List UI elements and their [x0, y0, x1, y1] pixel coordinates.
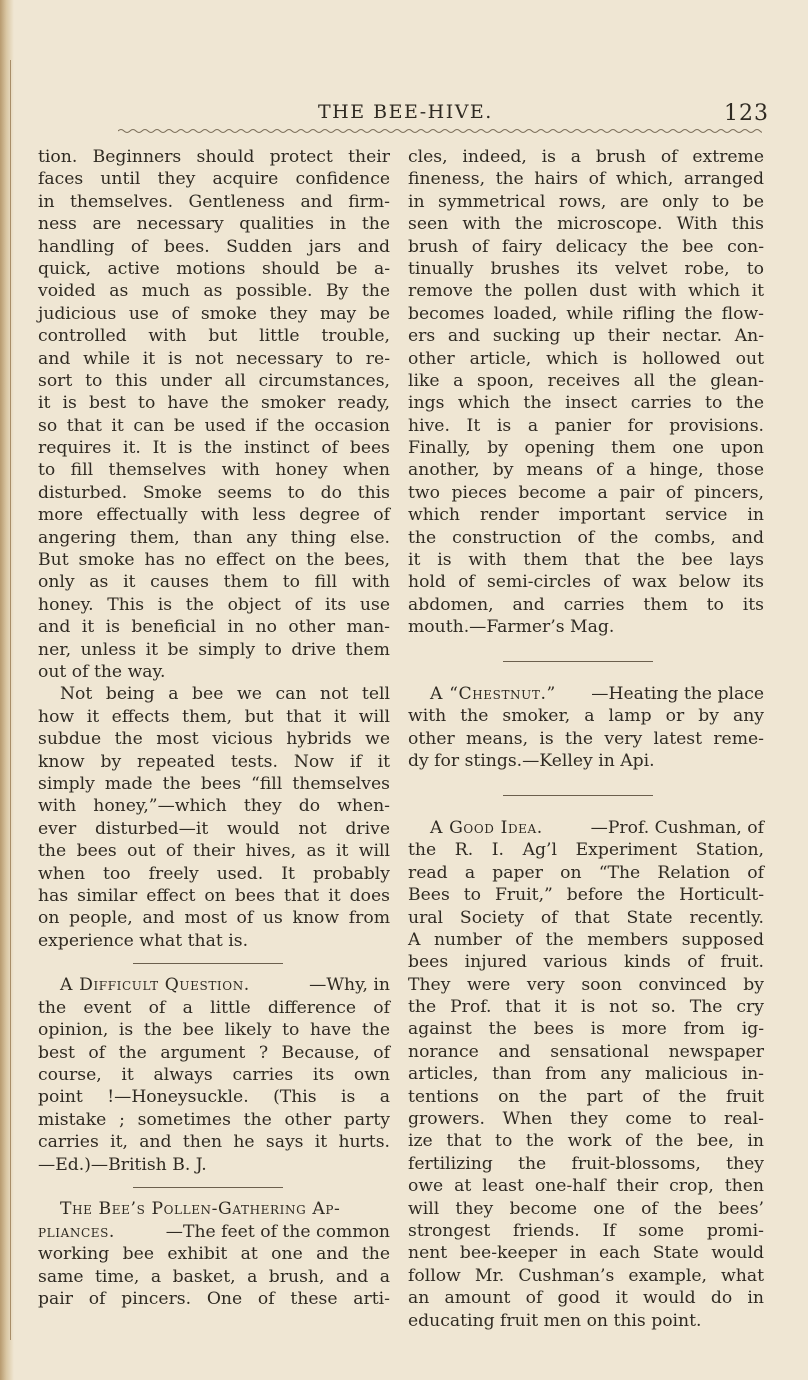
text-line	[408, 504, 764, 526]
text-line	[408, 348, 764, 370]
binding-line	[10, 60, 11, 1340]
line-text: ize that to the work of the bee, in	[408, 1131, 764, 1152]
text-line	[38, 1019, 390, 1041]
line-text: fineness, the hairs of which, arranged	[408, 169, 764, 190]
line-text: with honey,”—which they do when-	[38, 796, 390, 817]
text-line	[38, 818, 390, 840]
line-text: —Why, in	[309, 975, 390, 996]
text-line	[38, 639, 390, 661]
line-text: seen with the microscope. With this	[408, 214, 764, 235]
header-wavy-rule	[118, 126, 762, 136]
left-column	[38, 146, 390, 1310]
line-text: in symmetrical rows, are only to be	[408, 191, 764, 212]
line-text: pair of pincers. One of these arti-	[38, 1288, 390, 1309]
text-line	[38, 370, 390, 392]
section-divider	[38, 1176, 390, 1198]
text-line	[38, 1064, 390, 1086]
text-line	[38, 549, 390, 571]
text-line	[408, 1041, 764, 1063]
text-line	[408, 571, 764, 593]
text-line	[38, 459, 390, 481]
line-text: ever disturbed—it would not drive	[38, 818, 390, 839]
line-text: opinion, is the bee likely to have the	[38, 1020, 390, 1041]
line-text: other means, is the very latest reme-	[408, 728, 764, 749]
line-text: ers and sucking up their nectar. An-	[408, 326, 764, 347]
line-text: cles, indeed, is a brush of extreme	[408, 147, 764, 167]
text-line	[38, 258, 390, 280]
text-line	[408, 370, 764, 392]
line-text: mistake ; sometimes the other party	[38, 1109, 390, 1130]
line-text: controlled with but little trouble,	[38, 326, 390, 347]
text-line	[38, 168, 390, 190]
line-text: simply made the bees “fill themselves	[38, 773, 390, 794]
text-line	[408, 1287, 764, 1309]
text-line	[38, 236, 390, 258]
line-text: tion. Beginners should protect their	[38, 147, 390, 167]
line-text: best of the argument ? Because, of	[38, 1042, 390, 1063]
text-line	[38, 213, 390, 235]
text-line	[408, 392, 764, 414]
line-text: in themselves. Gentleness and firm-	[38, 191, 390, 212]
text-line	[408, 1265, 764, 1287]
line-text: the Prof. that it is not so. The cry	[408, 997, 764, 1018]
text-line	[38, 571, 390, 593]
text-line	[38, 997, 390, 1019]
text-line	[408, 1198, 764, 1220]
text-line	[38, 885, 390, 907]
line-text: articles, than from any malicious in-	[408, 1064, 764, 1085]
line-text: point !—Honeysuckle. (This is a	[38, 1087, 390, 1108]
text-line	[38, 1131, 390, 1153]
text-line	[38, 930, 390, 952]
line-text: fertilizing the fruit-blossoms, they	[408, 1153, 764, 1174]
line-text: same time, a basket, a brush, and a	[38, 1266, 390, 1287]
line-text: growers. When they come to real-	[408, 1109, 764, 1130]
text-line	[38, 392, 390, 414]
line-text: requires it. It is the instinct of bees	[38, 438, 390, 459]
heading-chestnut: A “Chestnut.”	[430, 683, 556, 704]
paragraph-smoke-handling	[38, 146, 390, 683]
line-text: faces until they acquire confidence	[38, 169, 390, 190]
paragraph-pollen-brush	[408, 146, 764, 639]
text-line	[408, 862, 764, 884]
line-text: bees injured various kinds of fruit.	[408, 952, 764, 973]
line-text: know by repeated tests. Now if it	[38, 751, 390, 772]
line-text: handling of bees. Sudden jars and	[38, 236, 390, 257]
text-line	[38, 1243, 390, 1265]
line-text: But smoke has no effect on the bees,	[38, 550, 390, 571]
text-line	[408, 1242, 764, 1264]
line-text: subdue the most vicious hybrids we	[38, 729, 390, 750]
text-line	[408, 594, 764, 616]
line-text: voided as much as possible. By the	[38, 281, 390, 302]
text-line	[408, 1130, 764, 1152]
line-text: tinually brushes its velvet robe, to	[408, 258, 764, 279]
line-text: hive. It is a panier for provisions.	[408, 415, 764, 436]
line-text: an amount of good it would do in	[408, 1288, 764, 1309]
line-text: read a paper on “The Relation of	[408, 862, 764, 883]
paragraph-chestnut	[408, 683, 764, 773]
line-text: the R. I. Ag’l Experiment Station,	[408, 840, 764, 861]
line-text: Bees to Fruit,” before the Horticult-	[408, 885, 764, 906]
line-text: only as it causes them to fill with	[38, 572, 390, 593]
line-text: norance and sensational newspaper	[408, 1041, 764, 1062]
line-text: honey. This is the object of its use	[38, 594, 390, 615]
text-line	[408, 325, 764, 347]
text-line	[408, 705, 764, 727]
text-line	[408, 415, 764, 437]
text-line	[408, 236, 764, 258]
line-text: —Prof. Cushman, of	[590, 817, 764, 838]
text-line	[38, 146, 390, 168]
text-line	[408, 1175, 764, 1197]
line-text: has similar effect on bees that it does	[38, 885, 390, 906]
text-line	[38, 1086, 390, 1108]
text-line	[408, 1086, 764, 1108]
text-line	[408, 839, 764, 861]
text-line	[38, 1154, 390, 1176]
text-line	[38, 1288, 390, 1310]
text-line	[408, 437, 764, 459]
line-text: to fill themselves with honey when	[38, 460, 390, 481]
text-line	[408, 728, 764, 750]
page-number: 123	[724, 101, 769, 126]
text-line	[408, 1063, 764, 1085]
text-line	[38, 594, 390, 616]
line-text: and it is beneficial in no other man-	[38, 617, 390, 638]
text-line	[38, 191, 390, 213]
text-line	[38, 303, 390, 325]
text-line	[38, 840, 390, 862]
text-line	[38, 683, 390, 705]
text-line	[408, 146, 764, 168]
text-line	[38, 1266, 390, 1288]
line-text: course, it always carries its own	[38, 1065, 390, 1086]
text-line	[408, 527, 764, 549]
page-binding-edge	[0, 0, 14, 1380]
heading-pollen-gathering: The Bee’s Pollen-Gathering Ap-	[60, 1199, 341, 1220]
text-line	[38, 1109, 390, 1131]
line-text: strongest friends. If some promi-	[408, 1220, 764, 1241]
line-text: —The feet of the common	[165, 1221, 390, 1242]
text-line	[38, 863, 390, 885]
text-line	[408, 258, 764, 280]
text-line	[38, 616, 390, 638]
line-text: dy for stings.—Kelley in Api.	[408, 751, 655, 772]
line-text: becomes loaded, while rifling the flow-	[408, 303, 764, 324]
text-line	[38, 907, 390, 929]
text-line	[408, 1310, 764, 1332]
line-text: —Ed.)—British B. J.	[38, 1154, 207, 1175]
text-line	[408, 482, 764, 504]
right-column	[408, 146, 764, 1332]
line-text: on people, and most of us know from	[38, 908, 390, 929]
paragraph-not-being-a-bee	[38, 683, 390, 952]
line-text: two pieces become a pair of pincers,	[408, 482, 764, 503]
line-text: educating fruit men on this point.	[408, 1310, 702, 1331]
line-text: brush of fairy delicacy the bee con-	[408, 236, 764, 257]
line-text: Not being a bee we can not tell	[60, 684, 390, 705]
text-line	[38, 348, 390, 370]
line-text: They were very soon convinced by	[408, 974, 764, 995]
paragraph-difficult-question	[38, 974, 390, 1176]
line-text: owe at least one-half their crop, then	[408, 1176, 764, 1197]
line-text: tentions on the part of the fruit	[408, 1086, 764, 1107]
text-line	[38, 728, 390, 750]
line-text: will they become one of the bees’	[408, 1198, 764, 1219]
running-title: THE BEE-HIVE.	[318, 101, 493, 123]
line-text: and while it is not necessary to re-	[38, 348, 390, 369]
text-line	[408, 996, 764, 1018]
text-line	[38, 325, 390, 347]
text-line	[408, 1220, 764, 1242]
text-line	[38, 482, 390, 504]
text-line	[38, 773, 390, 795]
text-line	[408, 1153, 764, 1175]
line-text: Finally, by opening them one upon	[408, 438, 764, 459]
line-text: follow Mr. Cushman’s example, what	[408, 1265, 764, 1286]
line-text: against the bees is more from ig-	[408, 1019, 764, 1040]
text-line	[408, 884, 764, 906]
line-text: when too freely used. It probably	[38, 863, 390, 884]
text-line	[408, 1018, 764, 1040]
line-text: how it effects them, but that it will	[38, 706, 390, 727]
text-line	[38, 527, 390, 549]
text-line	[408, 974, 764, 996]
text-line	[408, 616, 764, 638]
line-text: working bee exhibit at one and the	[38, 1244, 390, 1265]
text-line	[408, 951, 764, 973]
line-text: —Heating the place	[591, 683, 764, 704]
text-line	[408, 549, 764, 571]
line-text: sort to this under all circumstances,	[38, 370, 390, 391]
text-line	[38, 661, 390, 683]
line-text: the bees out of their hives, as it will	[38, 841, 390, 862]
line-text: another, by means of a hinge, those	[408, 460, 764, 481]
text-line	[38, 280, 390, 302]
text-line	[38, 706, 390, 728]
paragraph-good-idea	[408, 817, 764, 1332]
line-text: mouth.—Farmer’s Mag.	[408, 617, 615, 638]
line-text: nent bee-keeper in each State would	[408, 1243, 764, 1264]
line-text: angering them, than any thing else.	[38, 527, 390, 548]
text-line	[408, 1108, 764, 1130]
line-text: ings which the insect carries to the	[408, 393, 764, 414]
running-head	[0, 101, 808, 129]
text-line	[408, 213, 764, 235]
line-text: judicious use of smoke they may be	[38, 303, 390, 324]
line-text: which render important service in	[408, 505, 764, 526]
line-text: experience what that is.	[38, 930, 249, 951]
line-text: A number of the members supposed	[408, 929, 764, 950]
line-text: abdomen, and carries them to its	[408, 594, 764, 615]
line-text: it is with them that the bee lays	[408, 550, 764, 571]
line-text: quick, active motions should be a-	[38, 258, 390, 279]
heading-difficult-question: A Difficult Question.	[60, 975, 250, 996]
line-text: like a spoon, receives all the glean-	[408, 370, 764, 391]
line-text: with the smoker, a lamp or by any	[408, 706, 764, 727]
line-text: disturbed. Smoke seems to do this	[38, 482, 390, 503]
line-text: it is best to have the smoker ready,	[38, 393, 390, 414]
text-line	[408, 929, 764, 951]
text-line	[408, 750, 764, 772]
line-text: so that it can be used if the occasion	[38, 415, 390, 436]
text-line	[408, 907, 764, 929]
section-divider	[408, 650, 764, 672]
line-text: ner, unless it be simply to drive them	[38, 639, 390, 660]
line-text: ness are necessary qualities in the	[38, 214, 390, 235]
text-line	[408, 280, 764, 302]
heading-pollen-gathering-cont: pliances.	[38, 1221, 115, 1242]
text-line	[38, 795, 390, 817]
line-text: ural Society of that State recently.	[408, 907, 764, 928]
line-text: carries it, and then he says it hurts.	[38, 1132, 390, 1153]
paragraph-pollen-gathering	[38, 1198, 390, 1310]
line-text: remove the pollen dust with which it	[408, 281, 764, 302]
line-text: the event of a little difference of	[38, 997, 390, 1018]
text-line	[38, 415, 390, 437]
section-divider	[408, 784, 764, 806]
text-line	[408, 168, 764, 190]
line-text: other article, which is hollowed out	[408, 348, 764, 369]
text-line	[38, 1042, 390, 1064]
text-line	[408, 303, 764, 325]
line-text: the construction of the combs, and	[408, 527, 764, 548]
heading-good-idea: A Good Idea.	[430, 817, 543, 838]
text-line	[408, 191, 764, 213]
text-line	[38, 504, 390, 526]
line-text: more effectually with less degree of	[38, 505, 390, 526]
line-text: out of the way.	[38, 661, 166, 682]
text-line	[408, 459, 764, 481]
text-line	[38, 751, 390, 773]
line-text: hold of semi-circles of wax below its	[408, 572, 764, 593]
section-divider	[38, 952, 390, 974]
text-line	[38, 437, 390, 459]
